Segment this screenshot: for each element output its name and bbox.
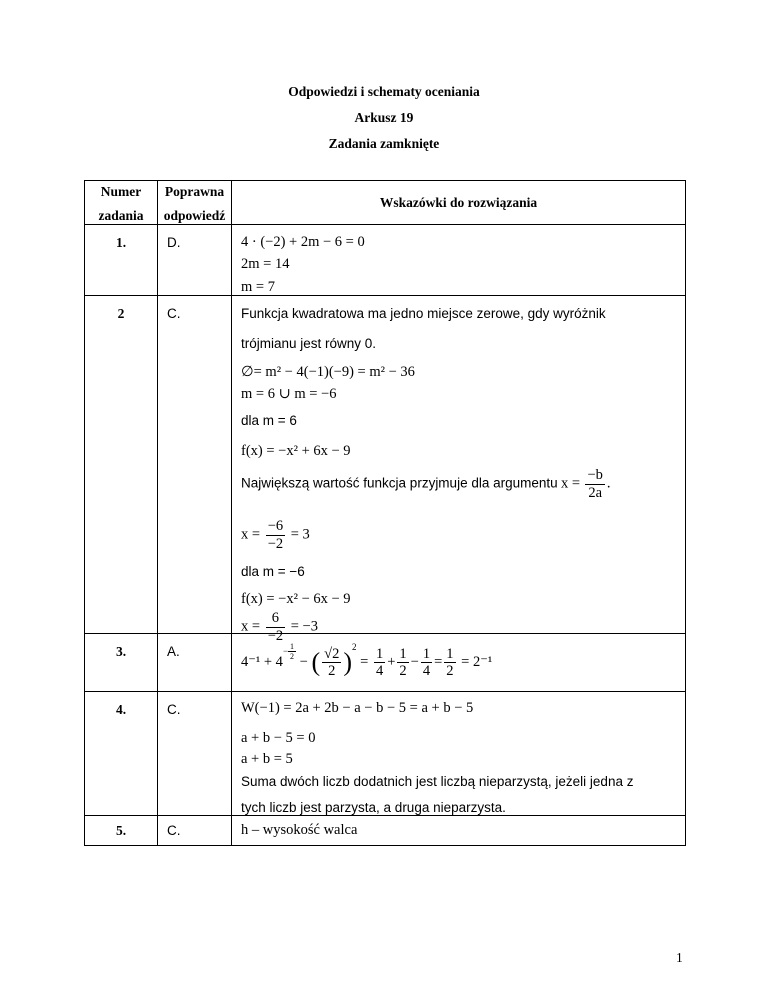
task-number: 3.: [85, 634, 158, 692]
document-title: Odpowiedzi i schematy oceniania: [288, 84, 480, 99]
correct-answer: C.: [158, 692, 232, 816]
hint-cell: W(−1) = 2a + 2b − a − b − 5 = a + b − 5 a + b − 5 = 0 a + b = 5 Suma dwóch liczb dodatnich jest liczbą nieparzystą, jeżeli jedna z tych liczb jest parzysta, a druga nieparzysta.: [232, 692, 686, 816]
correct-answer: C.: [158, 296, 232, 634]
table-row: [85, 225, 686, 296]
table-row: [85, 816, 686, 846]
table-row: [85, 296, 686, 634]
hint-cell: h – wysokość walca: [232, 816, 686, 846]
vertex-formula: Największą wartość funkcja przyjmuje dla argumentu x = $\frac{-b}{2a}$ .: [241, 467, 611, 501]
sheet-label: Arkusz 19: [354, 110, 414, 125]
hint-cell: Funkcja kwadratowa ma jedno miejsce zerowe, gdy wyróżnik trójmianu jest równy 0. ∅= m² − 4(−1)(−9) = m² − 36 m = 6 ∪ m = −6 dla m = 6 f(x) = −x² + 6x − 9 Największą wartość funkcja przyjmuje dla argumentu x = $\frac{-b}{2a}$ . x = $\frac{-6}{-2}$ = 3 dla m = −6 f(x) = −x² − 6x − 9 x = $\frac{6}{-2}$ = −3: [232, 296, 686, 634]
task-number: 4.: [85, 692, 158, 816]
correct-answer: C.: [158, 816, 232, 846]
header-number: Numer zadania: [85, 181, 158, 225]
power-expression: $4^{-1} + 4^{- \frac{1}{2}}$ − ( $\frac{√2}{2}$ )$^2$ = $\frac{1}{4}$ + $\frac{1}{2}$ − $\frac{1}{4}$ = $\frac{1}{2}$ = 2⁻¹: [241, 642, 493, 680]
section-title: Zadania zamknięte: [328, 136, 440, 151]
hint-cell: [232, 634, 686, 692]
table-row: [85, 634, 686, 692]
task-number: 1.: [85, 225, 158, 296]
correct-answer: D.: [158, 225, 232, 296]
header-hints: Wskazówki do rozwiązania: [232, 181, 686, 225]
hint-cell: 4 · (−2) + 2m − 6 = 0 2m = 14 m = 7: [232, 225, 686, 296]
answers-table: [84, 180, 686, 846]
page-number: 1: [676, 950, 683, 965]
task-number: 2: [85, 296, 158, 634]
vertex-x1: x = $\frac{-6}{-2}$ = 3: [241, 518, 310, 552]
table-row: [85, 692, 686, 816]
table-header-row: [85, 181, 686, 225]
header-answer: Poprawna odpowiedź: [158, 181, 232, 225]
task-number: 5.: [85, 816, 158, 846]
vertex-x2: x = $\frac{6}{-2}$ = −3: [241, 610, 318, 644]
correct-answer: A.: [158, 634, 232, 692]
